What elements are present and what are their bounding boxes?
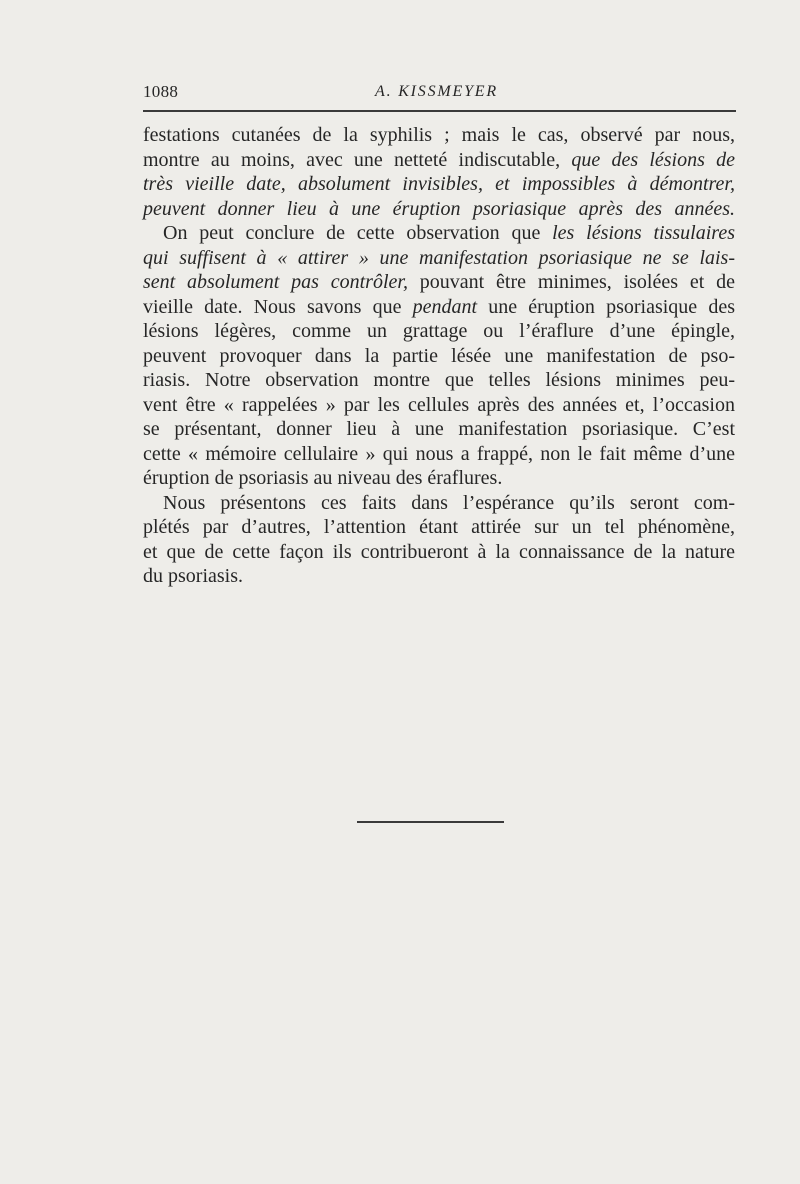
text-segment: et que de cette façon ils contribueront à la connaissance de la nature [143, 540, 735, 563]
text-line [143, 344, 735, 369]
text-line [143, 197, 735, 222]
text-line [143, 319, 735, 344]
italic-text-segment: que des lésions de [571, 148, 735, 171]
text-segment: riasis. Notre observation montre que telles lésions minimes peu- [143, 369, 735, 391]
body-text [143, 123, 735, 589]
text-line [143, 393, 735, 418]
text-segment: du psoriasis. [143, 565, 243, 587]
text-line [143, 540, 735, 565]
paragraph [143, 491, 735, 589]
end-rule [357, 821, 504, 823]
page-number: 1088 [143, 82, 179, 101]
text-segment: cette « mémoire cellulaire » qui nous a frappé, non le fait même d’une [143, 442, 735, 465]
text-segment: lésions légères, comme un grattage ou l’éraflure d’une épingle, [143, 320, 735, 342]
text-line [143, 172, 735, 197]
text-segment: plétés par d’autres, l’attention étant attirée sur un tel phénomène, [143, 516, 735, 538]
italic-text-segment: peuvent donner lieu à une éruption psoriasique après des années. [143, 197, 735, 220]
text-line [143, 295, 735, 320]
text-line [143, 564, 735, 589]
text-line [143, 270, 735, 295]
header-rule [143, 110, 736, 112]
text-line [143, 491, 735, 516]
text-segment: éruption de psoriasis au niveau des éraflures. [143, 467, 503, 489]
italic-text-segment: qui suffisent à « attirer » une manifestation psoriasique ne se lais- [143, 246, 735, 269]
text-line [143, 515, 735, 540]
text-segment: une éruption psoriasique des [477, 295, 735, 318]
italic-text-segment: pendant [412, 295, 478, 318]
page-header [143, 80, 736, 104]
running-title: A. KISSMEYER [375, 83, 498, 100]
text-line [143, 368, 735, 393]
paragraph [143, 221, 735, 491]
text-segment: vent être « rappelées » par les cellules après des années et, l’occasion [143, 393, 735, 416]
text-line [143, 148, 735, 173]
text-segment: se présentant, donner lieu à une manifestation psoriasique. C’est [143, 418, 735, 440]
italic-text-segment: les lésions tissulaires [552, 222, 735, 244]
text-segment: On peut conclure de cette observation que [163, 222, 553, 244]
text-line [143, 123, 735, 148]
text-segment: Nous présentons ces faits dans l’espérance qu’ils seront com- [163, 491, 735, 514]
text-segment: festations cutanées de la syphilis ; mais le cas, observé par nous, [143, 124, 735, 146]
text-line [143, 221, 735, 246]
text-line [143, 442, 735, 467]
text-line [143, 417, 735, 442]
text-line [143, 466, 735, 491]
paragraph [143, 123, 735, 221]
text-segment: montre au moins, avec une netteté indiscutable, [143, 148, 572, 171]
italic-text-segment: sent absolument pas contrôler, [143, 271, 408, 293]
text-segment: vieille date. Nous savons que [143, 295, 413, 318]
text-segment: peuvent provoquer dans la partie lésée une manifestation de pso- [143, 344, 735, 367]
text-segment: pouvant être minimes, isolées et de [407, 271, 735, 293]
text-line [143, 246, 735, 271]
italic-text-segment: très vieille date, absolument invisibles, et impossibles à démontrer, [143, 173, 735, 195]
